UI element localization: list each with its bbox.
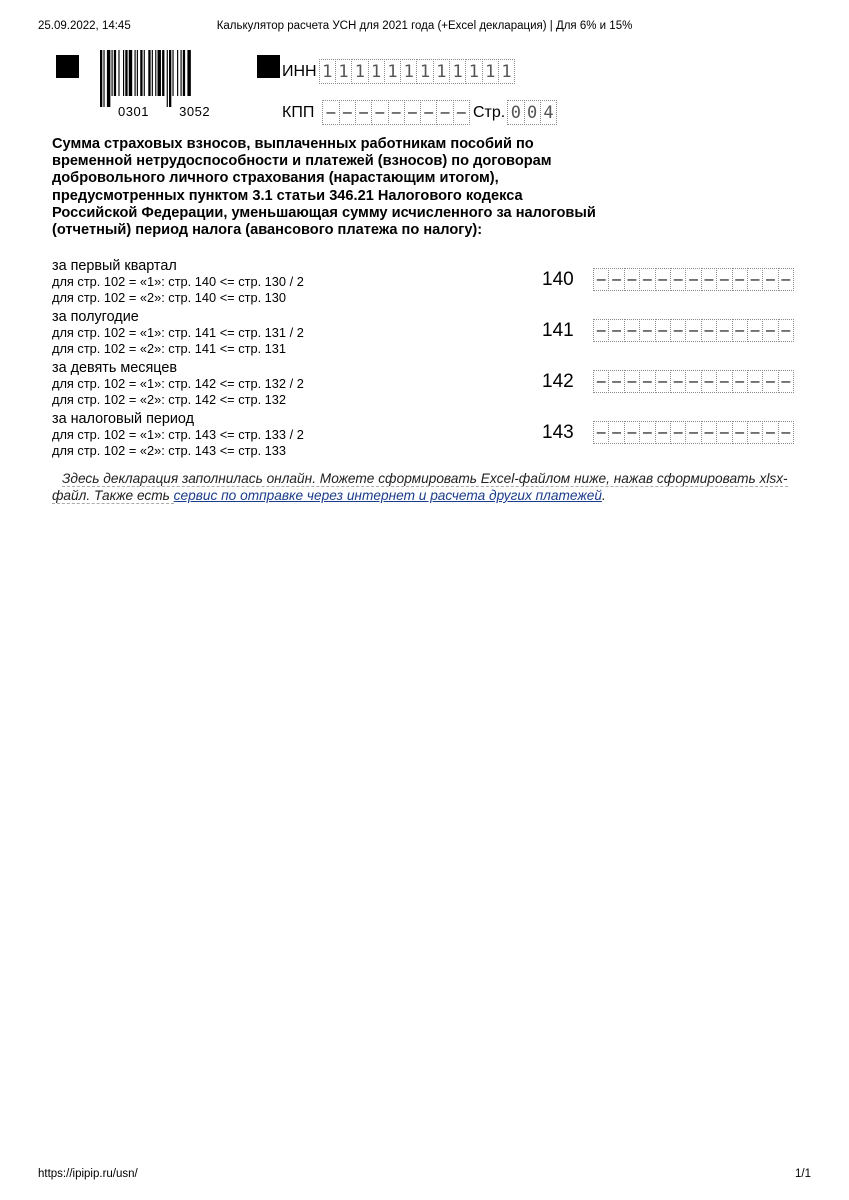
amount-cell: – bbox=[716, 421, 732, 444]
line-item bbox=[52, 360, 532, 408]
kpp-cell: – bbox=[453, 100, 470, 125]
amount-cell: – bbox=[685, 319, 701, 342]
amount-cell: – bbox=[639, 421, 655, 444]
barcode-bar bbox=[100, 50, 102, 107]
corner-marker-right bbox=[257, 55, 280, 78]
barcode-bar bbox=[187, 50, 190, 96]
line-item bbox=[52, 309, 532, 357]
amount-cell: – bbox=[762, 421, 778, 444]
amount-cell: – bbox=[639, 319, 655, 342]
amount-cell: – bbox=[593, 370, 609, 393]
amount-cell: – bbox=[670, 319, 686, 342]
line-rule-text: для стр. 102 = «1»: стр. 143 <= стр. 133 / 2 bbox=[52, 427, 304, 442]
page-number-cells bbox=[507, 100, 556, 125]
amount-cell: – bbox=[747, 370, 763, 393]
amount-cell: – bbox=[778, 319, 794, 342]
amount-cell: – bbox=[685, 268, 701, 291]
inn-label: ИНН bbox=[282, 62, 317, 80]
kpp-field bbox=[282, 100, 556, 125]
barcode-bar bbox=[103, 50, 104, 107]
barcode bbox=[100, 50, 236, 107]
amount-cell: – bbox=[670, 370, 686, 393]
kpp-cell: – bbox=[371, 100, 388, 125]
amount-cell: – bbox=[778, 370, 794, 393]
kpp-cell: – bbox=[388, 100, 405, 125]
amount-cell: – bbox=[593, 268, 609, 291]
inn-cell: 1 bbox=[465, 59, 482, 84]
line-period-label: за первый квартал bbox=[52, 258, 177, 274]
inn-cell: 1 bbox=[319, 59, 336, 84]
amount-cells bbox=[593, 319, 793, 342]
amount-cell: – bbox=[593, 421, 609, 444]
amount-cell: – bbox=[701, 370, 717, 393]
info-note bbox=[52, 470, 792, 504]
barcode-number-right: 3052 bbox=[179, 104, 211, 119]
service-link[interactable]: сервис по отправке через интернет и расчета других платежей bbox=[173, 488, 602, 503]
amount-cell: – bbox=[732, 268, 748, 291]
amount-cell: – bbox=[670, 421, 686, 444]
line-rule-text: для стр. 102 = «1»: стр. 140 <= стр. 130 / 2 bbox=[52, 274, 304, 289]
line-code: 143 bbox=[542, 422, 574, 443]
barcode-bar bbox=[144, 50, 145, 96]
amount-cells bbox=[593, 370, 793, 393]
barcode-bar bbox=[135, 50, 136, 96]
line-rule-text: для стр. 102 = «1»: стр. 141 <= стр. 131 / 2 bbox=[52, 325, 304, 340]
inn-field bbox=[282, 59, 514, 84]
print-url: https://ipipip.ru/usn/ bbox=[38, 1168, 138, 1180]
kpp-cell: – bbox=[420, 100, 437, 125]
amount-cell: – bbox=[732, 370, 748, 393]
page-number-cell: 0 bbox=[507, 100, 524, 125]
barcode-bar bbox=[181, 50, 182, 96]
line-period-label: за полугодие bbox=[52, 309, 139, 325]
line-rule-text: для стр. 102 = «2»: стр. 140 <= стр. 130 bbox=[52, 290, 287, 305]
note-end: . bbox=[601, 488, 606, 503]
amount-cell: – bbox=[732, 319, 748, 342]
amount-cell: – bbox=[608, 268, 624, 291]
amount-cell: – bbox=[624, 421, 640, 444]
amount-cell: – bbox=[716, 319, 732, 342]
amount-cell: – bbox=[716, 370, 732, 393]
amount-cell: – bbox=[655, 421, 671, 444]
amount-cell: – bbox=[608, 421, 624, 444]
barcode-bar bbox=[107, 50, 110, 107]
line-code: 140 bbox=[542, 269, 574, 290]
amount-cell: – bbox=[701, 268, 717, 291]
page-label: Стр. bbox=[473, 103, 506, 121]
barcode-bar bbox=[123, 50, 124, 96]
barcode-bar bbox=[172, 50, 173, 96]
amount-cell: – bbox=[732, 421, 748, 444]
amount-cells bbox=[593, 421, 793, 444]
amount-cell: – bbox=[624, 319, 640, 342]
amount-cell: – bbox=[655, 319, 671, 342]
barcode-bar bbox=[167, 50, 168, 107]
inn-cell: 1 bbox=[416, 59, 433, 84]
barcode-bar bbox=[140, 50, 142, 96]
print-page-counter: 1/1 bbox=[795, 1168, 811, 1180]
kpp-cells bbox=[322, 100, 469, 125]
amount-cell: – bbox=[701, 421, 717, 444]
amount-cell: – bbox=[639, 268, 655, 291]
line-item bbox=[52, 258, 532, 306]
section-title: Сумма страховых взносов, выплаченных работникам пособий по временной нетрудоспособности и платежей (взносов) по договорам добровольного личного страхования (нарастающим итогом), предусмотренных пунктом 3.1 статьи 346.21 Налогового кодекса Российской Федерации, уменьшающая сумму исчисленного за налоговый (отчетный) период налога (авансового платежа по налогу): bbox=[52, 136, 596, 239]
amount-cell: – bbox=[608, 370, 624, 393]
amount-cells bbox=[593, 268, 793, 291]
barcode-bar bbox=[137, 50, 138, 96]
amount-cell: – bbox=[608, 319, 624, 342]
inn-cell: 1 bbox=[498, 59, 515, 84]
kpp-label: КПП bbox=[282, 103, 315, 121]
barcode-bar bbox=[162, 50, 164, 96]
amount-cell: – bbox=[701, 319, 717, 342]
line-code: 141 bbox=[542, 320, 574, 341]
barcode-bar bbox=[114, 50, 116, 96]
barcode-bar bbox=[177, 50, 178, 96]
amount-cell: – bbox=[762, 268, 778, 291]
amount-cell: – bbox=[624, 370, 640, 393]
amount-cell: – bbox=[762, 370, 778, 393]
inn-cell: 1 bbox=[384, 59, 401, 84]
inn-cell: 1 bbox=[449, 59, 466, 84]
line-rule-text: для стр. 102 = «2»: стр. 141 <= стр. 131 bbox=[52, 341, 287, 356]
line-period-label: за налоговый период bbox=[52, 411, 194, 427]
print-page-title: Калькулятор расчета УСН для 2021 года (+Excel декларация) | Для 6% и 15% bbox=[216, 20, 633, 32]
barcode-numbers bbox=[118, 104, 210, 119]
kpp-cell: – bbox=[355, 100, 372, 125]
line-period-label: за девять месяцев bbox=[52, 360, 177, 376]
amount-cell: – bbox=[655, 370, 671, 393]
inn-cells bbox=[319, 59, 515, 84]
barcode-number-left: 0301 bbox=[118, 104, 149, 119]
inn-cell: 1 bbox=[351, 59, 368, 84]
amount-cell: – bbox=[655, 268, 671, 291]
amount-cell: – bbox=[624, 268, 640, 291]
amount-cell: – bbox=[593, 319, 609, 342]
line-rule-text: для стр. 102 = «2»: стр. 142 <= стр. 132 bbox=[52, 392, 287, 407]
page-number-cell: 0 bbox=[524, 100, 541, 125]
corner-marker-left bbox=[56, 55, 79, 78]
barcode-bar bbox=[112, 50, 113, 96]
barcode-bar bbox=[118, 50, 119, 96]
barcode-bar bbox=[152, 50, 153, 96]
barcode-bar bbox=[129, 50, 132, 96]
barcode-bar bbox=[158, 50, 161, 96]
print-datetime: 25.09.2022, 14:45 bbox=[38, 20, 131, 32]
inn-cell: 1 bbox=[335, 59, 352, 84]
amount-cell: – bbox=[639, 370, 655, 393]
page-number-cell: 4 bbox=[540, 100, 557, 125]
line-rule-text: для стр. 102 = «1»: стр. 142 <= стр. 132 / 2 bbox=[52, 376, 304, 391]
amount-cell: – bbox=[747, 268, 763, 291]
amount-cell: – bbox=[685, 421, 701, 444]
kpp-cell: – bbox=[404, 100, 421, 125]
barcode-bar bbox=[183, 50, 185, 96]
amount-cell: – bbox=[670, 268, 686, 291]
amount-cell: – bbox=[778, 421, 794, 444]
barcode-bar bbox=[169, 50, 171, 107]
barcode-bar bbox=[148, 50, 150, 96]
line-code: 142 bbox=[542, 371, 574, 392]
note-text: Здесь декларация заполнилась онлайн. Можете сформировать Excel-файлом ниже, нажав сформировать xlsx-файл. Также есть bbox=[52, 471, 788, 503]
barcode-bar bbox=[155, 50, 156, 96]
line-rule-text: для стр. 102 = «2»: стр. 143 <= стр. 133 bbox=[52, 443, 287, 458]
amount-cell: – bbox=[716, 268, 732, 291]
kpp-cell: – bbox=[436, 100, 453, 125]
amount-cell: – bbox=[685, 370, 701, 393]
inn-cell: 1 bbox=[368, 59, 385, 84]
inn-cell: 1 bbox=[433, 59, 450, 84]
amount-cell: – bbox=[778, 268, 794, 291]
inn-cell: 1 bbox=[482, 59, 499, 84]
line-item bbox=[52, 411, 532, 459]
amount-cell: – bbox=[747, 421, 763, 444]
kpp-cell: – bbox=[339, 100, 356, 125]
kpp-cell: – bbox=[322, 100, 339, 125]
amount-cell: – bbox=[747, 319, 763, 342]
barcode-bar bbox=[125, 50, 127, 96]
amount-cell: – bbox=[762, 319, 778, 342]
inn-cell: 1 bbox=[400, 59, 417, 84]
